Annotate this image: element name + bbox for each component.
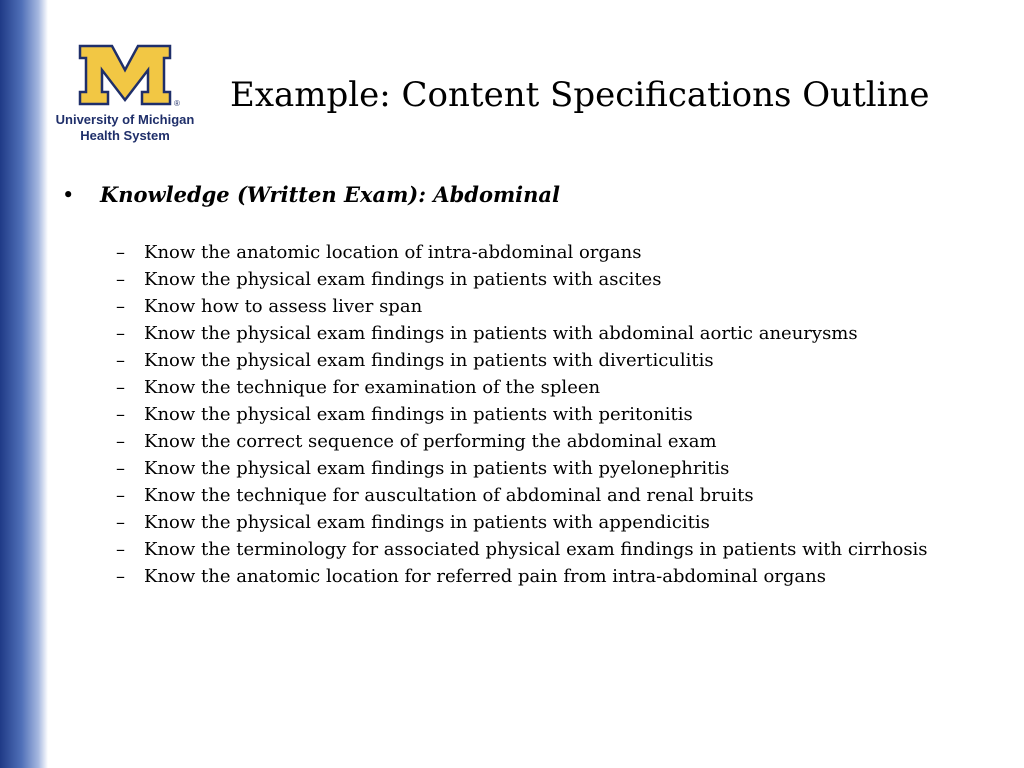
dash-marker: – [116, 242, 125, 263]
dash-marker: – [116, 485, 125, 506]
sub-item [116, 296, 996, 318]
sub-item-text: Know the technique for examination of the spleen [144, 377, 601, 398]
sub-item [116, 485, 996, 507]
registered-mark: ® [174, 99, 180, 108]
sub-item [116, 242, 996, 264]
dash-marker: – [116, 323, 125, 344]
side-gradient-bar [0, 0, 48, 768]
bullet-text: Knowledge (Written Exam): Abdominal [100, 182, 561, 207]
sub-item [116, 323, 996, 345]
sub-item-text: Know the physical exam findings in patients with appendicitis [144, 512, 710, 533]
sub-item [116, 404, 996, 426]
university-of-michigan-logo [50, 40, 200, 150]
sub-item-text: Know how to assess liver span [144, 296, 423, 317]
slide-title: Example: Content Specifications Outline [230, 75, 930, 115]
dash-marker: – [116, 458, 125, 479]
sub-item-text: Know the anatomic location of intra-abdominal organs [144, 242, 642, 263]
dash-marker: – [116, 404, 125, 425]
sub-item-list [116, 242, 996, 593]
sub-item-text: Know the correct sequence of performing the abdominal exam [144, 431, 717, 452]
logo-text-health-system: Health System [80, 128, 170, 143]
dash-marker: – [116, 350, 125, 371]
sub-item [116, 512, 996, 534]
sub-item [116, 458, 996, 480]
bullet-item [62, 180, 560, 210]
block-m-icon [50, 40, 200, 112]
dash-marker: – [116, 377, 125, 398]
sub-item [116, 377, 996, 399]
sub-item-text: Know the physical exam findings in patients with pyelonephritis [144, 458, 730, 479]
dash-marker: – [116, 539, 125, 560]
dash-marker: – [116, 512, 125, 533]
logo-text-university: University of Michigan [55, 112, 195, 127]
sub-item-text: Know the physical exam findings in patients with ascites [144, 269, 662, 290]
dash-marker: – [116, 431, 125, 452]
dash-marker: – [116, 269, 125, 290]
bullet-marker: • [62, 183, 75, 207]
sub-item [116, 539, 996, 561]
sub-item [116, 269, 996, 291]
sub-item-text: Know the physical exam findings in patients with abdominal aortic aneurysms [144, 323, 858, 344]
sub-item-text: Know the physical exam findings in patients with peritonitis [144, 404, 693, 425]
sub-item-text: Know the terminology for associated physical exam findings in patients with cirrhosis [144, 539, 928, 560]
block-m-shape [80, 46, 170, 104]
sub-item [116, 566, 996, 588]
sub-item-text: Know the technique for auscultation of abdominal and renal bruits [144, 485, 754, 506]
sub-item-text: Know the physical exam findings in patients with diverticulitis [144, 350, 714, 371]
sub-item-text: Know the anatomic location for referred pain from intra-abdominal organs [144, 566, 826, 587]
sub-item [116, 431, 996, 453]
sub-item [116, 350, 996, 372]
dash-marker: – [116, 566, 125, 587]
dash-marker: – [116, 296, 125, 317]
